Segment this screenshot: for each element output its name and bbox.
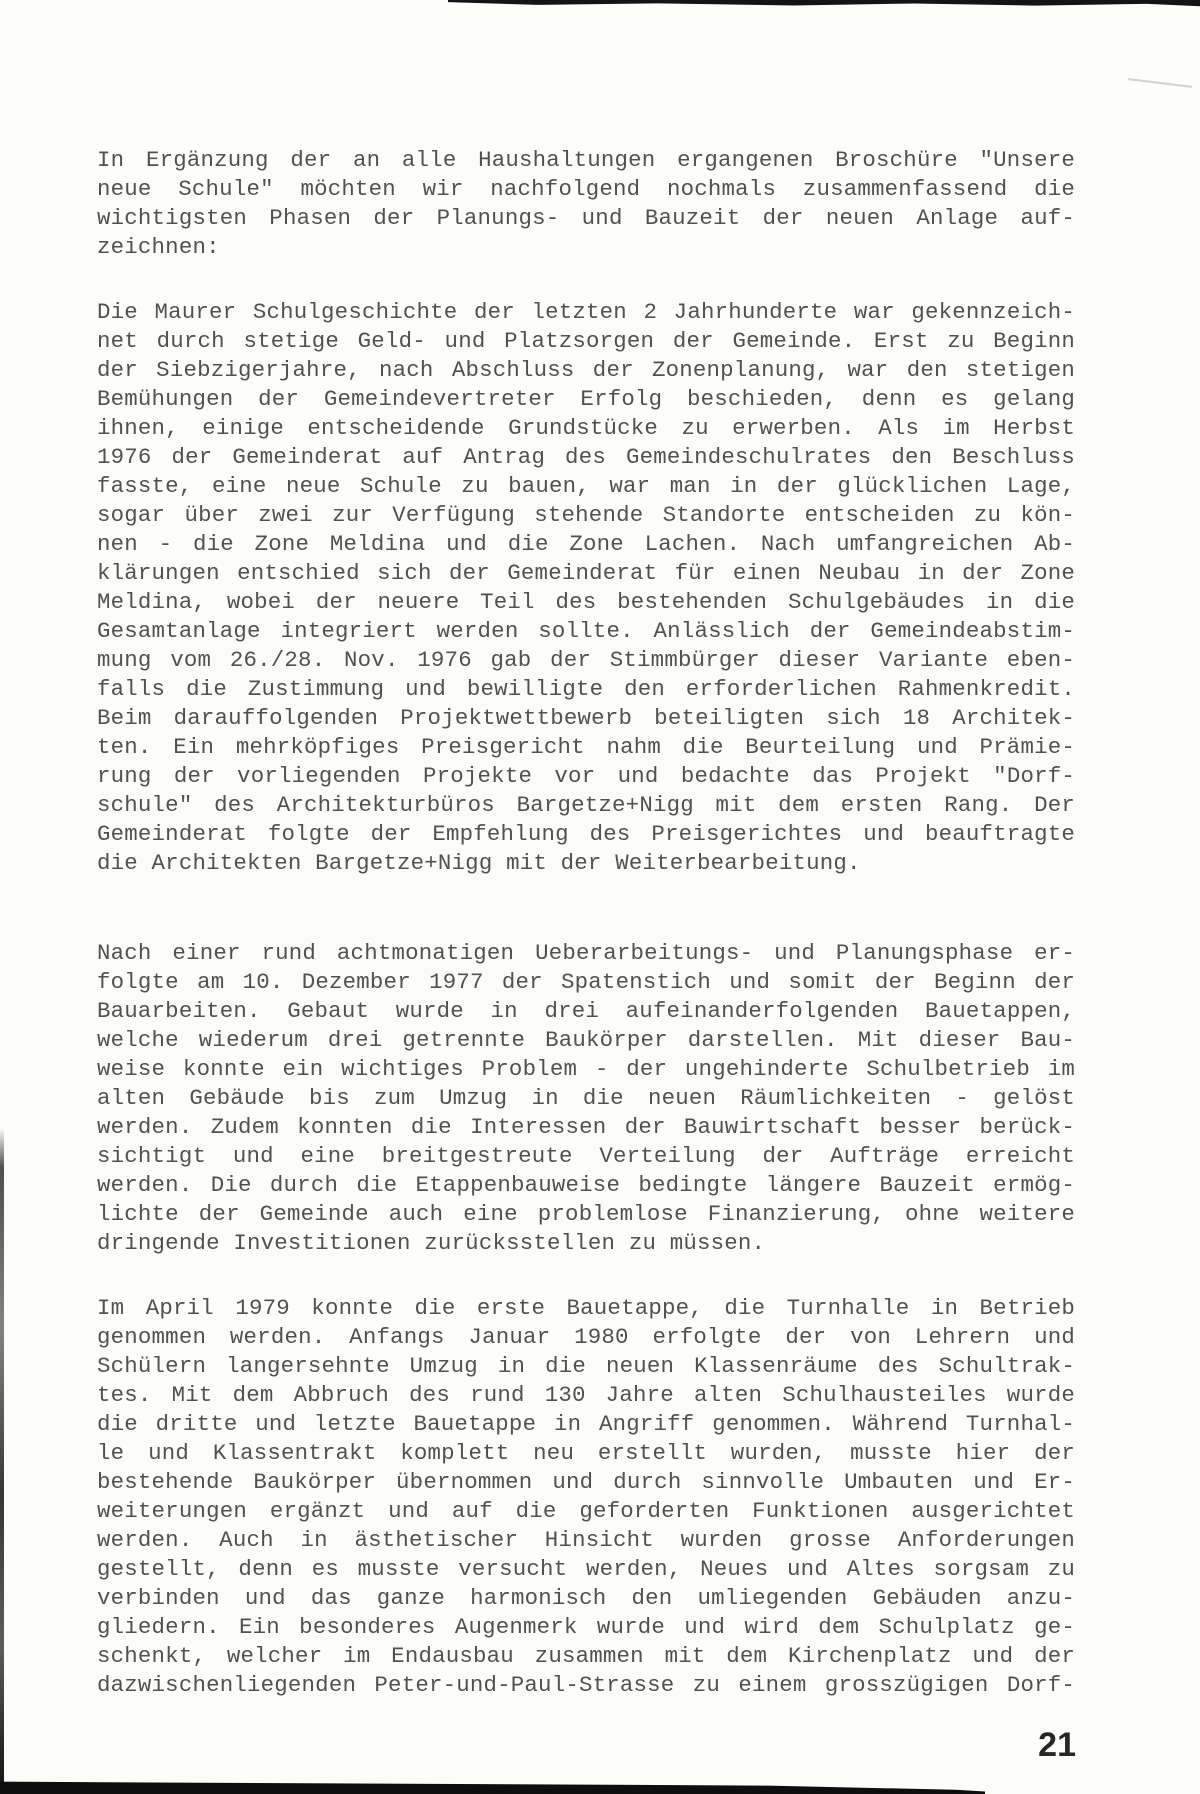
- text-line: gliedern. Ein besonderes Augenmerk wurde und wird dem Schulplatz ge-: [97, 1614, 1075, 1640]
- text-line: dringende Investitionen zurücksstellen zu müssen.: [97, 1230, 766, 1256]
- text-line: weise konnte ein wichtiges Problem - der ungehinderte Schulbetrieb im: [97, 1056, 1075, 1082]
- text-line: folgte am 10. Dezember 1977 der Spatenstich und somit der Beginn der: [97, 969, 1075, 995]
- text-line: 1976 der Gemeinderat auf Antrag des Gemeindeschulrates den Beschluss: [97, 444, 1075, 470]
- text-line: Beim darauffolgenden Projektwettbewerb beteiligten sich 18 Architek-: [97, 705, 1075, 731]
- scan-artifact-left-strip: [0, 1128, 4, 1794]
- text-line: Schülern langersehnte Umzug in die neuen Klassenräume des Schultrak-: [97, 1353, 1075, 1379]
- text-line: weiterungen ergänzt und auf die geforderten Funktionen ausgerichtet: [97, 1498, 1075, 1524]
- paragraph-1: [97, 146, 1075, 262]
- text-line: werden. Auch in ästhetischer Hinsicht wurden grosse Anforderungen: [97, 1527, 1075, 1553]
- text-line: wichtigsten Phasen der Planungs- und Bauzeit der neuen Anlage auf-: [97, 205, 1075, 231]
- text-line: Gemeinderat folgte der Empfehlung des Preisgerichtes und beauftragte: [97, 821, 1075, 847]
- text-line: fasste, eine neue Schule zu bauen, war man in der glücklichen Lage,: [97, 473, 1075, 499]
- text-line: sogar über zwei zur Verfügung stehende Standorte entscheiden zu kön-: [97, 502, 1075, 528]
- scan-artifact-top-bar: [448, 0, 1200, 7]
- text-line: In Ergänzung der an alle Haushaltungen ergangenen Broschüre "Unsere: [97, 147, 1075, 173]
- text-line: sichtigt und eine breitgestreute Verteilung der Aufträge erreicht: [97, 1143, 1075, 1169]
- text-line: Die Maurer Schulgeschichte der letzten 2 Jahrhunderte war gekennzeich-: [97, 299, 1075, 325]
- text-line: Nach einer rund achtmonatigen Ueberarbeitungs- und Planungsphase er-: [97, 940, 1075, 966]
- text-line: verbinden und das ganze harmonisch den umliegenden Gebäuden anzu-: [97, 1585, 1075, 1611]
- text-line: werden. Zudem konnten die Interessen der Bauwirtschaft besser berück-: [97, 1114, 1075, 1140]
- document-body: [97, 146, 1075, 1700]
- text-line: der Siebzigerjahre, nach Abschluss der Zonenplanung, war den stetigen: [97, 357, 1075, 383]
- text-line: welche wiederum drei getrennte Baukörper darstellen. Mit dieser Bau-: [97, 1027, 1075, 1053]
- text-line: mung vom 26./28. Nov. 1976 gab der Stimmbürger dieser Variante eben-: [97, 647, 1075, 673]
- text-line: tes. Mit dem Abbruch des rund 130 Jahre alten Schulhausteiles wurde: [97, 1382, 1075, 1408]
- text-line: die Architekten Bargetze+Nigg mit der Weiterbearbeitung.: [97, 850, 861, 876]
- text-line: ten. Ein mehrköpfiges Preisgericht nahm die Beurteilung und Prämie-: [97, 734, 1075, 760]
- paragraph-3: [97, 939, 1075, 1258]
- text-line: Gesamtanlage integriert werden sollte. Anlässlich der Gemeindeabstim-: [97, 618, 1075, 644]
- text-line: schule" des Architekturbüros Bargetze+Nigg mit dem ersten Rang. Der: [97, 792, 1075, 818]
- text-line: Meldina, wobei der neuere Teil des bestehenden Schulgebäudes in die: [97, 589, 1075, 615]
- text-line: die dritte und letzte Bauetappe in Angriff genommen. Während Turnhal-: [97, 1411, 1075, 1437]
- text-line: lichte der Gemeinde auch eine problemlose Finanzierung, ohne weitere: [97, 1201, 1075, 1227]
- text-line: net durch stetige Geld- und Platzsorgen der Gemeinde. Erst zu Beginn: [97, 328, 1075, 354]
- scan-artifact-bottom-bar: [0, 1780, 985, 1794]
- text-line: dazwischenliegenden Peter-und-Paul-Strasse zu einem grosszügigen Dorf-: [97, 1672, 1075, 1698]
- text-line: le und Klassentrakt komplett neu erstellt wurden, musste hier der: [97, 1440, 1075, 1466]
- text-line: Bemühungen der Gemeindevertreter Erfolg beschieden, denn es gelang: [97, 386, 1075, 412]
- page-number: 21: [1038, 1726, 1076, 1764]
- text-line: bestehende Baukörper übernommen und durch sinnvolle Umbauten und Er-: [97, 1469, 1075, 1495]
- text-line: Im April 1979 konnte die erste Bauetappe, die Turnhalle in Betrieb: [97, 1295, 1075, 1321]
- text-line: genommen werden. Anfangs Januar 1980 erfolgte der von Lehrern und: [97, 1324, 1075, 1350]
- text-line: Bauarbeiten. Gebaut wurde in drei aufeinanderfolgenden Bauetappen,: [97, 998, 1075, 1024]
- text-line: zeichnen:: [97, 234, 220, 260]
- scan-artifact-scratch: [1128, 78, 1192, 88]
- text-line: neue Schule" möchten wir nachfolgend nochmals zusammenfassend die: [97, 176, 1075, 202]
- text-line: klärungen entschied sich der Gemeinderat für einen Neubau in der Zone: [97, 560, 1075, 586]
- paragraph-2: [97, 298, 1075, 878]
- text-line: rung der vorliegenden Projekte vor und bedachte das Projekt "Dorf-: [97, 763, 1075, 789]
- text-line: alten Gebäude bis zum Umzug in die neuen Räumlichkeiten - gelöst: [97, 1085, 1075, 1111]
- text-line: ihnen, einige entscheidende Grundstücke zu erwerben. Als im Herbst: [97, 415, 1075, 441]
- text-line: gestellt, denn es musste versucht werden, Neues und Altes sorgsam zu: [97, 1556, 1075, 1582]
- text-line: nen - die Zone Meldina und die Zone Lachen. Nach umfangreichen Ab-: [97, 531, 1075, 557]
- text-line: werden. Die durch die Etappenbauweise bedingte längere Bauzeit ermög-: [97, 1172, 1075, 1198]
- text-line: schenkt, welcher im Endausbau zusammen mit dem Kirchenplatz und der: [97, 1643, 1075, 1669]
- paragraph-4: [97, 1294, 1075, 1700]
- text-line: falls die Zustimmung und bewilligte den erforderlichen Rahmenkredit.: [97, 676, 1075, 702]
